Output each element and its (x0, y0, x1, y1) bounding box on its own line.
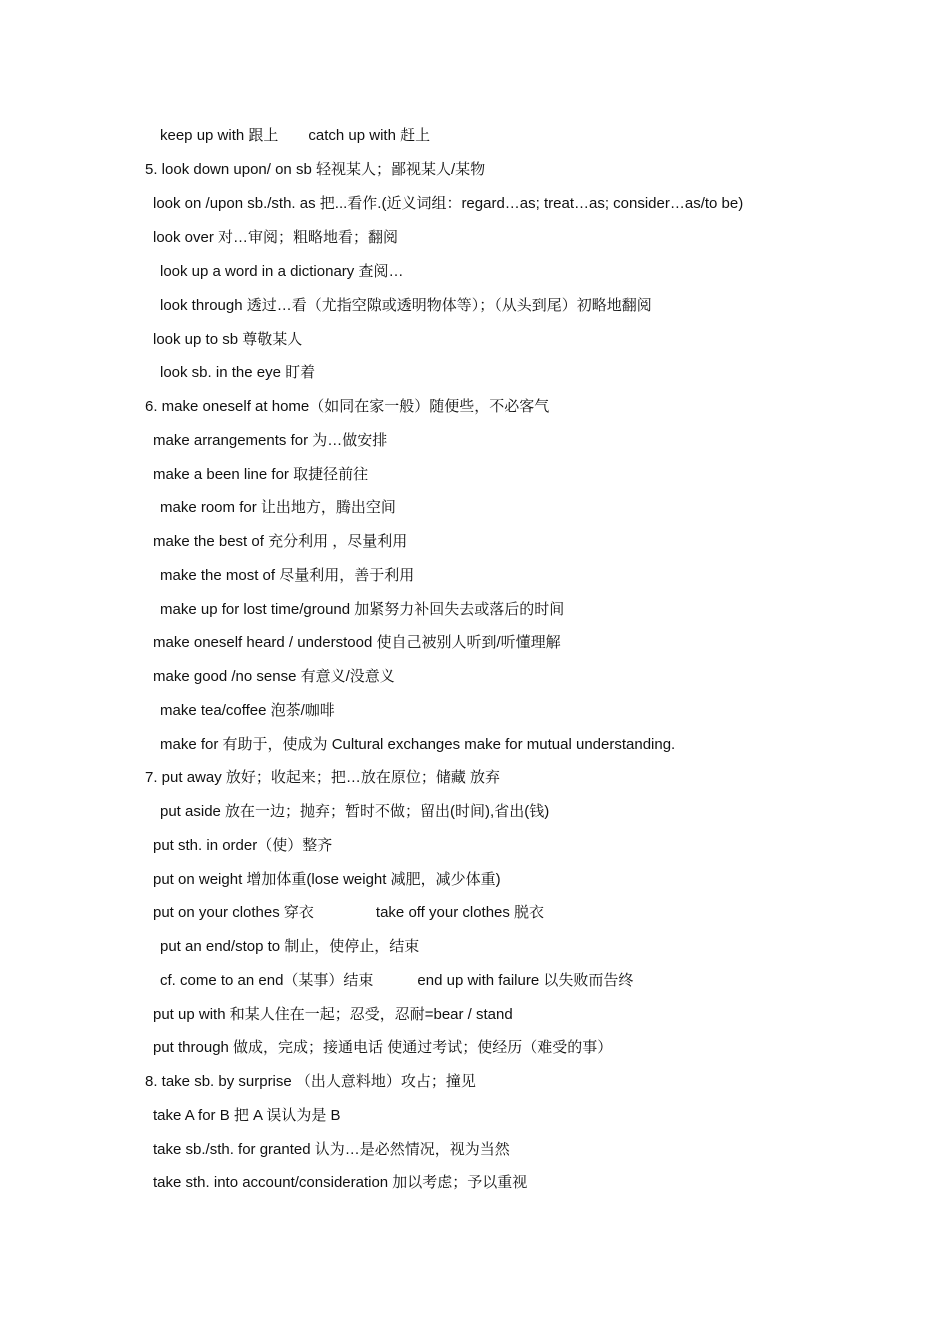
text-line-15: make up for lost time/ground 加紧努力补回失去或落后的时间 (160, 601, 565, 618)
text-line-2: 5. look down upon/ on sb 轻视某人；鄙视某人/某物 (145, 161, 486, 178)
line-26-part-a: cf. come to an end（某事）结束 (160, 972, 374, 989)
text-line-14: make the most of 尽量利用，善于利用 (160, 567, 415, 584)
text-line-16: make oneself heard / understood 使自己被别人听到/听懂理解 (153, 634, 561, 651)
text-line-28: put through 做成，完成；接通电话 使通过考试；使经历（难受的事） (153, 1039, 613, 1056)
line-1-part-a: keep up with 跟上 (160, 127, 279, 144)
text-line-1 (160, 127, 430, 145)
text-line-23: put on weight 增加体重(lose weight 减肥，减少体重) (153, 871, 501, 888)
text-line-32: take sth. into account/consideration 加以考虑；予以重视 (153, 1174, 528, 1191)
text-line-4: look over 对…审阅；粗略地看；翻阅 (153, 229, 399, 246)
text-line-17: make good /no sense 有意义/没意义 (153, 668, 395, 685)
text-line-30: take A for B 把 A 误认为是 B (153, 1107, 341, 1124)
text-line-31: take sb./sth. for granted 认为…是必然情况，视为当然 (153, 1141, 510, 1158)
text-line-18: make tea/coffee 泡茶/咖啡 (160, 702, 335, 719)
text-line-22: put sth. in order（使）整齐 (153, 837, 333, 854)
line-24-part-a: put on your clothes 穿衣 (153, 904, 314, 921)
line-1-part-b: catch up with 赶上 (308, 127, 431, 144)
text-line-20: 7. put away 放好；收起来；把…放在原位；储藏 放弃 (145, 769, 501, 786)
text-line-25: put an end/stop to 制止，使停止，结束 (160, 938, 420, 955)
text-line-9: 6. make oneself at home（如同在家一般）随便些，不必客气 (145, 398, 550, 415)
text-line-11: make a been line for 取捷径前往 (153, 466, 369, 483)
line-26-part-b: end up with failure 以失败而告终 (417, 972, 634, 989)
text-line-3: look on /upon sb./sth. as 把...看作.(近义词组：regard…as; treat…as; consider…as/to be) (153, 195, 744, 212)
text-line-6: look through 透过…看（尤指空隙或透明物体等）；（从头到尾）初略地翻阅 (160, 297, 652, 314)
text-line-21: put aside 放在一边；抛弃；暂时不做；留出(时间),省出(钱) (160, 803, 550, 820)
text-line-29: 8. take sb. by surprise （出人意料地）攻占；撞见 (145, 1073, 476, 1090)
line-24-part-b: take off your clothes 脱衣 (375, 904, 545, 921)
text-line-19: make for 有助于，使成为 Cultural exchanges make for mutual understanding. (160, 736, 676, 753)
text-line-7: look up to sb 尊敬某人 (153, 331, 303, 348)
text-line-10: make arrangements for 为…做安排 (153, 432, 388, 449)
text-line-24 (153, 904, 544, 922)
text-line-26 (160, 972, 633, 990)
text-line-13: make the best of 充分利用 ，尽量利用 (153, 533, 408, 550)
text-line-27: put up with 和某人住在一起；忍受，忍耐=bear / stand (153, 1006, 513, 1023)
text-line-12: make room for 让出地方，腾出空间 (160, 499, 396, 516)
text-line-5: look up a word in a dictionary 查阅… (160, 263, 404, 280)
text-line-8: look sb. in the eye 盯着 (160, 364, 316, 381)
